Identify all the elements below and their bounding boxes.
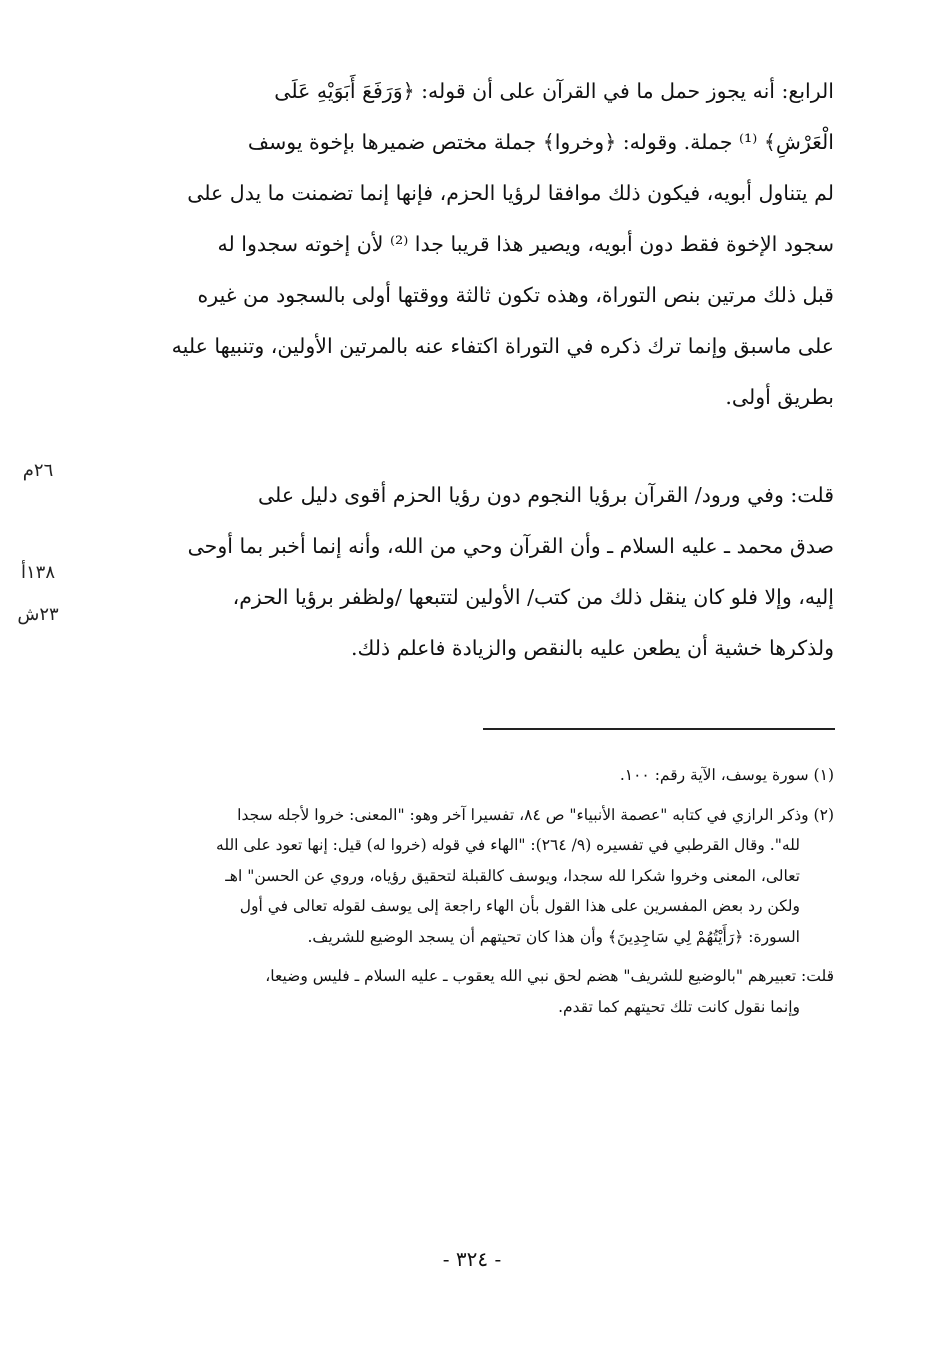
footnote-line: (١) سورة يوسف، الآية رقم: ١٠٠. <box>619 766 834 784</box>
footnote-separator <box>483 728 835 730</box>
text-line: ولذكرها خشية أن يطعن عليه بالنقص والزيادة فاعلم ذلك. <box>351 636 834 660</box>
text-line: لم يتناول أبويه، فيكون ذلك موافقا لرؤيا الحزم، فإنها إنما تضمنت ما يدل على <box>187 181 834 205</box>
body-paragraph-2 <box>100 470 834 674</box>
text-line: الرابع: أنه يجوز حمل ما في القرآن على أن قوله: ﴿وَرَفَعَ أَبَوَيْهِ عَلَى <box>274 79 834 103</box>
text-line: بطريق أولى. <box>725 385 834 409</box>
text-line: صدق محمد ـ عليه السلام ـ وأن القرآن وحي من الله، وأنه إنما أخبر بما أوحى <box>187 534 834 558</box>
footnote-line: لله". وقال القرطبي في تفسيره (٩/ ٢٦٤): "الهاء في قوله (خروا له) قيل: إنها تعود على الله <box>216 836 800 854</box>
margin-note: ١٣٨أ <box>20 562 56 583</box>
text-line: إليه، وإلا فلو كان ينقل ذلك من كتب/ الأولين لتتبعها /ولظفر برؤيا الحزم، <box>232 585 834 609</box>
margin-notes <box>0 0 80 700</box>
footnote-line: قلت: تعبيرهم "بالوضيع للشريف" هضم لحق نبي الله يعقوب ـ عليه السلام ـ فليس وضيعا، <box>265 967 834 985</box>
body-paragraph-1 <box>100 66 834 423</box>
margin-note: ٢٣ش <box>17 604 59 625</box>
text-line: الْعَرْشِ﴾ ⁽¹⁾ جملة. وقوله: ﴿وخروا﴾ جملة مختص ضميرها بإخوة يوسف <box>247 130 834 154</box>
footnotes <box>100 760 834 1031</box>
text-line: قبل ذلك مرتين بنص التوراة، وهذه تكون ثالثة ووقتها أولى بالسجود من غيره <box>197 283 834 307</box>
footnote-line: السورة: ﴿رَأَيْتُهُمْ لِي سَاجِدِينَ﴾ وأن هذا كان تحيتهم أن يسجد الوضيع للشريف. <box>307 927 800 946</box>
footnote-1 <box>100 760 834 791</box>
footnote-line: تعالى، المعنى وخروا شكرا لله سجدا، ويوسف كالقبلة لتحقيق رؤياه، وروي عن الحسن" اهـ <box>225 866 800 885</box>
text-line: قلت: وفي ورود/ القرآن برؤيا النجوم دون رؤيا الحزم أقوى دليل على <box>257 483 834 507</box>
footnote-line: وإنما نقول كانت تلك تحيتهم كما تقدم. <box>558 997 800 1016</box>
footnote-line: (٢) وذكر الرازي في كتابه "عصمة الأنبياء" ص ٨٤، تفسيرا آخر وهو: "المعنى: خروا لأجله سجدا <box>237 805 834 824</box>
text-line: على ماسبق وإنما ترك ذكره في التوراة اكتفاء عنه بالمرتين الأولين، وتنبيها عليه <box>171 334 834 358</box>
page-number: - ٣٢٤ - <box>442 1247 502 1271</box>
margin-note: ٢٦م <box>22 460 54 481</box>
text-line: سجود الإخوة فقط دون أبويه، ويصير هذا قريبا جدا ⁽²⁾ لأن إخوته سجدوا له <box>217 232 834 256</box>
footnote-comment <box>100 961 834 1022</box>
footnote-line: ولكن رد بعض المفسرين على هذا القول بأن الهاء راجعة إلى يوسف لقوله تعالى في أول <box>239 897 800 915</box>
footnote-2 <box>100 800 834 953</box>
